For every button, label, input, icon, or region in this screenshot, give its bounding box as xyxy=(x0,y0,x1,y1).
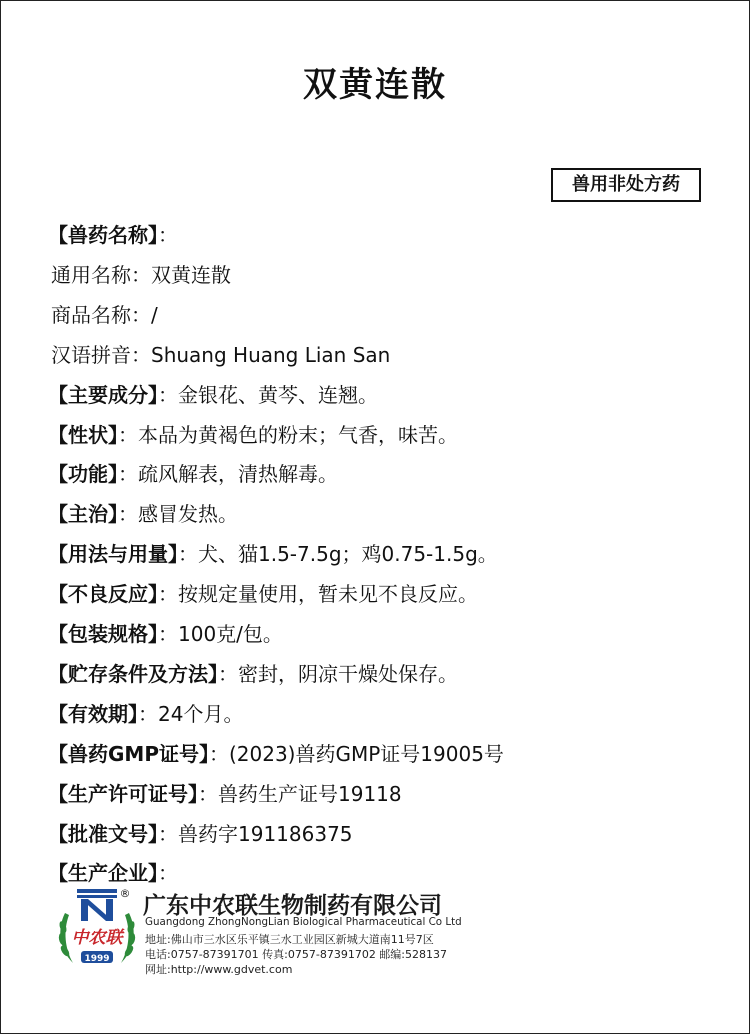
logo-year: 1999 xyxy=(84,954,110,964)
field-value: 24个月。 xyxy=(158,702,244,726)
logo-script: 中农联 xyxy=(71,928,123,948)
field-label: 【用法与用量】 xyxy=(48,542,178,566)
info-line xyxy=(48,538,498,567)
registered-mark: ® xyxy=(119,887,131,900)
info-line xyxy=(48,618,283,647)
field-value: 金银花、黄芩、连翘。 xyxy=(178,383,378,407)
field-value: (2023)兽药GMP证号19005号 xyxy=(228,742,504,766)
field-label: 【不良反应】 xyxy=(48,582,158,606)
company-logo xyxy=(51,885,143,977)
info-line xyxy=(48,778,402,807)
field-separator: ： xyxy=(158,223,178,247)
field-value: 本品为黄褐色的粉末；气香，味苦。 xyxy=(138,423,458,447)
info-line xyxy=(51,299,158,328)
field-separator: ： xyxy=(158,622,178,646)
info-line xyxy=(48,698,243,727)
field-label: 【兽药GMP证号】 xyxy=(48,742,209,766)
field-label: 【性状】 xyxy=(48,423,118,447)
field-separator: ： xyxy=(118,423,138,447)
field-separator: ： xyxy=(158,861,178,885)
field-value: 密封，阴凉干燥处保存。 xyxy=(238,662,458,686)
field-label: 【包装规格】 xyxy=(48,622,158,646)
company-name-en: Guangdong ZhongNongLian Biological Pharmaceutical Co Ltd xyxy=(145,916,462,928)
field-separator: ： xyxy=(198,782,218,806)
field-value: 汉语拼音：Shuang Huang Lian San xyxy=(51,343,391,367)
info-line xyxy=(48,658,458,687)
info-line xyxy=(48,857,178,886)
field-separator: ： xyxy=(158,383,178,407)
info-line xyxy=(51,339,390,368)
field-label: 【主要成分】 xyxy=(48,383,158,407)
field-value: 商品名称：/ xyxy=(51,303,158,327)
company-block xyxy=(51,885,711,985)
info-line xyxy=(48,498,238,527)
info-line xyxy=(48,578,478,607)
company-contact: 电话:0757-87391701 传真:0757-87391702 邮编:528137 xyxy=(145,948,448,961)
company-website: 网址:http://www.gdvet.com xyxy=(145,963,293,976)
field-separator: ： xyxy=(208,742,229,766)
otc-badge: 兽用非处方药 xyxy=(551,168,701,202)
info-line xyxy=(48,419,458,448)
info-line xyxy=(48,818,353,847)
field-value: 感冒发热。 xyxy=(138,502,238,526)
info-line xyxy=(48,219,178,248)
field-separator: ： xyxy=(138,702,158,726)
field-separator: ： xyxy=(158,582,178,606)
field-separator: ： xyxy=(118,462,138,486)
field-value: 100克/包。 xyxy=(178,622,283,646)
field-value: 按规定量使用，暂未见不良反应。 xyxy=(178,582,478,606)
field-value: 兽药字191186375 xyxy=(178,822,353,846)
field-value: 疏风解表，清热解毒。 xyxy=(138,462,338,486)
field-label: 【生产企业】 xyxy=(48,861,158,885)
field-separator: ： xyxy=(118,502,138,526)
field-label: 【有效期】 xyxy=(48,702,138,726)
info-line xyxy=(48,458,338,487)
field-label: 【兽药名称】 xyxy=(48,223,158,247)
field-label: 【贮存条件及方法】 xyxy=(48,662,218,686)
company-name: 广东中农联生物制药有限公司 xyxy=(143,893,442,919)
field-value: 兽药生产证号19118 xyxy=(218,782,402,806)
field-label: 【功能】 xyxy=(48,462,118,486)
field-separator: ： xyxy=(178,542,198,566)
product-title: 双黄连散 xyxy=(303,65,447,105)
field-value: 犬、猫1.5-7.5g；鸡0.75-1.5g。 xyxy=(198,542,498,566)
field-label: 【生产许可证号】 xyxy=(48,782,198,806)
info-line xyxy=(51,259,231,288)
field-label: 【主治】 xyxy=(48,502,118,526)
field-separator: ： xyxy=(218,662,238,686)
field-label: 【批准文号】 xyxy=(48,822,158,846)
field-separator: ： xyxy=(158,822,178,846)
info-line xyxy=(48,738,504,767)
info-line xyxy=(48,379,378,408)
field-value: 通用名称：双黄连散 xyxy=(51,263,231,287)
company-address: 地址:佛山市三水区乐平镇三水工业园区新城大道南11号7区 xyxy=(145,933,434,946)
